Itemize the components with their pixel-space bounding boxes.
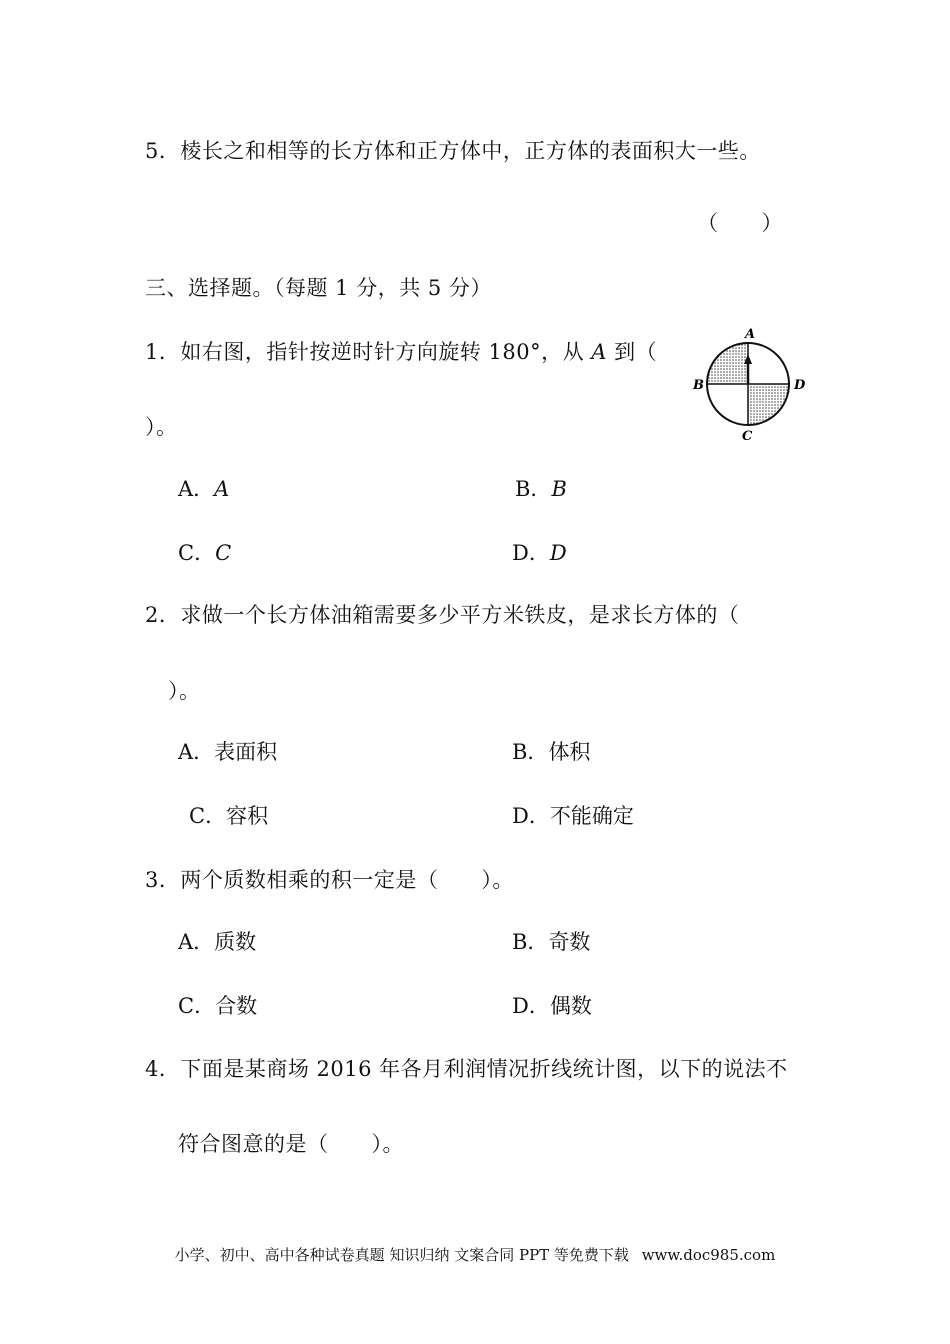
footer-url[interactable]: www.doc985.com	[641, 1246, 776, 1264]
question-5-text: 5．棱长之和相等的长方体和正方体中，正方体的表面积大一些。	[145, 139, 761, 163]
footer-text: 小学、初中、高中各种试卷真题 知识归纳 文案合同 PPT 等免费下载	[174, 1246, 629, 1264]
option-value: 偶数	[549, 994, 592, 1018]
option-value: 合数	[215, 994, 258, 1018]
option-value: A	[214, 477, 230, 501]
option-letter: C．	[178, 994, 216, 1018]
option-value: 容积	[226, 804, 269, 828]
question-1-text-before: 1．如右图，指针按逆时针方向旋转 180°，从	[145, 340, 592, 364]
option-value: D	[549, 541, 567, 565]
question-1-text	[145, 338, 657, 366]
option-letter: A．	[178, 740, 215, 764]
dial-label-right: D	[794, 378, 806, 393]
option-letter: B．	[512, 930, 549, 954]
q2-option-a[interactable]	[178, 738, 277, 766]
q2-option-b[interactable]	[512, 738, 590, 766]
option-letter: A．	[178, 930, 215, 954]
q1-option-d[interactable]	[512, 539, 567, 567]
option-value: 不能确定	[549, 804, 634, 828]
option-letter: B．	[515, 477, 552, 501]
option-letter: C．	[189, 804, 227, 828]
question-3-text: 3．两个质数相乘的积一定是（ ）。	[145, 868, 514, 892]
answer-parentheses: （ ）	[697, 211, 783, 235]
option-letter: D．	[512, 541, 550, 565]
option-value: C	[215, 541, 232, 565]
option-value: 质数	[214, 930, 257, 954]
section-heading: 三、选择题。（每题 1 分，共 5 分）	[145, 276, 492, 300]
option-letter: C．	[178, 541, 216, 565]
q2-option-d[interactable]	[512, 802, 634, 830]
page-footer	[0, 1245, 950, 1265]
question-4-text: 4．下面是某商场 2016 年各月利润情况折线统计图，以下的说法不	[145, 1057, 788, 1081]
q2-option-c[interactable]	[189, 802, 268, 830]
option-letter: A．	[178, 477, 215, 501]
question-2-cont: ）。	[168, 679, 201, 703]
dial-label-top: A	[745, 327, 756, 342]
question-1-text-after: 到（	[606, 340, 658, 364]
option-value: 体积	[548, 740, 591, 764]
option-value: 奇数	[548, 930, 591, 954]
option-letter: B．	[512, 740, 549, 764]
q3-option-c[interactable]	[178, 992, 257, 1020]
q1-option-c[interactable]	[178, 539, 231, 567]
question-4-cont: 符合图意的是（ ）。	[178, 1132, 404, 1156]
question-1-cont: ）。	[145, 415, 178, 439]
q1-option-a[interactable]	[178, 475, 229, 503]
q3-option-d[interactable]	[512, 992, 592, 1020]
option-letter: D．	[512, 994, 550, 1018]
q3-option-b[interactable]	[512, 928, 590, 956]
option-value: 表面积	[214, 740, 278, 764]
option-letter: D．	[512, 804, 550, 828]
question-2-text: 2．求做一个长方体油箱需要多少平方米铁皮，是求长方体的（	[145, 603, 740, 627]
option-value: B	[551, 477, 567, 501]
dial-label-bottom: C	[742, 429, 753, 444]
q3-option-a[interactable]	[178, 928, 256, 956]
compass-dial-figure	[690, 326, 810, 444]
q1-option-b[interactable]	[515, 475, 567, 503]
dial-label-left: B	[693, 378, 704, 393]
question-1-var: A	[591, 340, 607, 364]
